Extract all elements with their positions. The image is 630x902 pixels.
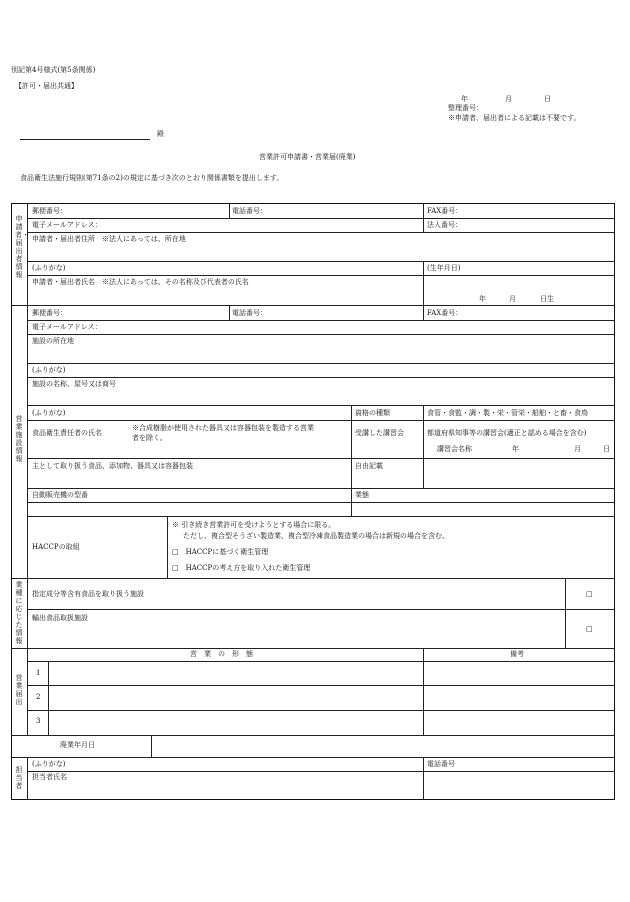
facility-email-field[interactable]: 電子メールアドレス： (32, 323, 102, 331)
col-line (167, 516, 168, 578)
row-line (27, 609, 615, 610)
haccp-label: HACCPの取組 (32, 543, 80, 551)
facility-name-field[interactable]: 施設の名称、屋号又は商号 (32, 380, 116, 388)
row-line (27, 405, 615, 406)
haccp-note-cont: ただし、複合型そうざい製造業、複合型冷凍食品製造業の場合は新規の場合を含む。 (183, 532, 449, 540)
row-line (27, 377, 615, 378)
manager-note-cont: 者を除く。 (132, 434, 167, 442)
row-line (27, 363, 615, 364)
course-option[interactable]: 都道府県知事等の講習会(適正と認める場合を含む) (427, 429, 587, 437)
applicant-name-field[interactable]: 申請者・届出者氏名 ※法人にあっては、その名称及び代表者の氏名 (32, 278, 249, 286)
business-type-section-label: 業種に応じた情報 (15, 581, 23, 645)
section-divider (11, 648, 615, 649)
row-line (27, 771, 615, 772)
col-line (229, 305, 230, 320)
haccp-option-based[interactable]: □ HACCPに基づく衛生管理 (172, 548, 269, 556)
date-day-label: 日 (544, 95, 551, 103)
main-foods-field[interactable]: 主として取り扱う食品、添加物、器具又は容器包装 (32, 462, 193, 470)
date-month-label: 月 (505, 95, 512, 103)
col-line (565, 578, 566, 648)
col-line (351, 405, 352, 516)
form-number: 別記第4号様式(第5条関係) (11, 66, 96, 74)
col-line (423, 261, 424, 305)
section-divider (11, 578, 615, 579)
applicant-postal-field[interactable]: 郵便番号： (32, 207, 67, 215)
applicant-section-label: 申請者・届出者情報 (15, 215, 29, 279)
haccp-option-approach[interactable]: □ HACCPの考え方を取り入れた衛生管理 (172, 564, 311, 572)
export-facility-checkbox[interactable]: □ (586, 625, 593, 633)
applicant-address-field[interactable]: 申請者・届出者住所 ※法人にあっては、所在地 (32, 235, 186, 243)
business-form-field[interactable]: 業態 (355, 491, 369, 499)
birth-day-label: 日生 (540, 295, 554, 303)
course-day-label: 日 (603, 445, 610, 453)
col-line (423, 203, 424, 232)
applicant-phone-field[interactable]: 電話番号： (232, 207, 267, 215)
addressee-suffix: 殿 (157, 130, 164, 138)
free-entry-field[interactable]: 自由記載 (355, 462, 383, 470)
manager-name-field[interactable]: 食品衛生責任者の氏名 (32, 429, 102, 437)
facility-location-field[interactable]: 施設の所在地 (32, 337, 74, 345)
row-line (27, 458, 615, 459)
business-form-header: 営 業 の 形 態 (190, 650, 253, 658)
registration-number-label: 整理番号： (448, 104, 483, 112)
facility-fax-field[interactable]: FAX番号： (427, 309, 463, 317)
course-year-label: 年 (512, 445, 519, 453)
col-line (423, 757, 424, 800)
qualification-options[interactable]: 食管・食監・調・製・栄・管栄・船舶・と畜・食鳥 (427, 409, 588, 417)
row-line (27, 661, 615, 662)
row-line (27, 488, 615, 489)
side-column-divider (27, 203, 28, 735)
row-line (27, 685, 615, 686)
applicant-corporate-number-field[interactable]: 法人番号： (427, 221, 462, 229)
export-facility-label: 輸出食品取扱施設 (32, 614, 88, 622)
facility-postal-field[interactable]: 郵便番号： (32, 309, 67, 317)
intro-text: 食品衛生法施行規則(第71条の2)の規定に基づき次のとおり関係書類を提出します。 (20, 174, 284, 182)
remarks-header: 備考 (510, 650, 524, 658)
row-line (27, 502, 615, 503)
haccp-note: ※ 引き続き営業許可を受けようとする場合に限る。 (172, 521, 336, 529)
col-line (423, 405, 424, 488)
section-divider (11, 735, 615, 736)
contact-phone-field[interactable]: 電話番号 (427, 760, 455, 768)
row-line (27, 516, 615, 517)
row-line (27, 275, 615, 276)
contact-furigana-field[interactable]: (ふりがな) (32, 760, 66, 768)
applicant-birthdate-field[interactable]: (生年月日) (427, 264, 461, 272)
row-line (27, 261, 615, 262)
row-line (27, 218, 615, 219)
course-name-field[interactable]: 講習会名称 (437, 445, 472, 453)
side-column-divider-contact (27, 757, 28, 800)
addressee-line[interactable] (20, 139, 150, 140)
col-line (229, 203, 230, 218)
contact-name-field[interactable]: 担当者氏名 (32, 773, 67, 781)
applicant-furigana-field[interactable]: (ふりがな) (32, 264, 66, 272)
applicant-fax-field[interactable]: FAX番号： (427, 207, 463, 215)
facility-furigana-field[interactable]: (ふりがな) (32, 366, 66, 374)
closure-date-label: 廃業年月日 (60, 741, 95, 749)
designated-ingredient-label: 指定成分等含有食品を取り扱う施設 (32, 590, 144, 598)
birth-month-label: 月 (509, 295, 516, 303)
section-divider (11, 305, 615, 306)
col-line (151, 735, 152, 757)
row-line (27, 232, 615, 233)
row-line (27, 320, 615, 321)
col-line (423, 305, 424, 320)
birth-year-label: 年 (479, 295, 486, 303)
section-divider (11, 757, 615, 758)
col-line (423, 648, 424, 735)
facility-phone-field[interactable]: 電話番号： (232, 309, 267, 317)
notification-row-number: 3 (36, 717, 41, 725)
course-label: 受講した講習会 (355, 429, 404, 437)
applicant-email-field[interactable]: 電子メールアドレス： (32, 221, 102, 229)
designated-ingredient-checkbox[interactable]: □ (586, 590, 593, 598)
manager-furigana-field[interactable]: (ふりがな) (32, 409, 66, 417)
registration-note: ※申請者、届出者による記載は不要です。 (448, 114, 581, 122)
qualification-label: 資格の種類 (355, 409, 390, 417)
row-line (27, 710, 615, 711)
vending-model-field[interactable]: 自動販売機の型番 (32, 491, 88, 499)
row-line (27, 334, 615, 335)
row-line (27, 420, 615, 421)
col-line (48, 661, 49, 735)
notification-row-number: 2 (36, 693, 41, 701)
page-title: 営業許可申請書・営業届(廃業) (259, 153, 356, 161)
notification-section-label: 営業届出 (15, 674, 23, 706)
form-scope: 【許可・届出共通】 (15, 82, 78, 90)
contact-section-label: 担当者 (15, 766, 23, 790)
notification-row-number: 1 (36, 669, 41, 677)
date-year-label: 年 (461, 95, 468, 103)
course-month-label: 月 (574, 445, 581, 453)
manager-note: ※合成樹脂が使用された器具又は容器包装を製造する営業 (132, 424, 314, 432)
facility-section-label: 営業施設情報 (15, 415, 23, 463)
